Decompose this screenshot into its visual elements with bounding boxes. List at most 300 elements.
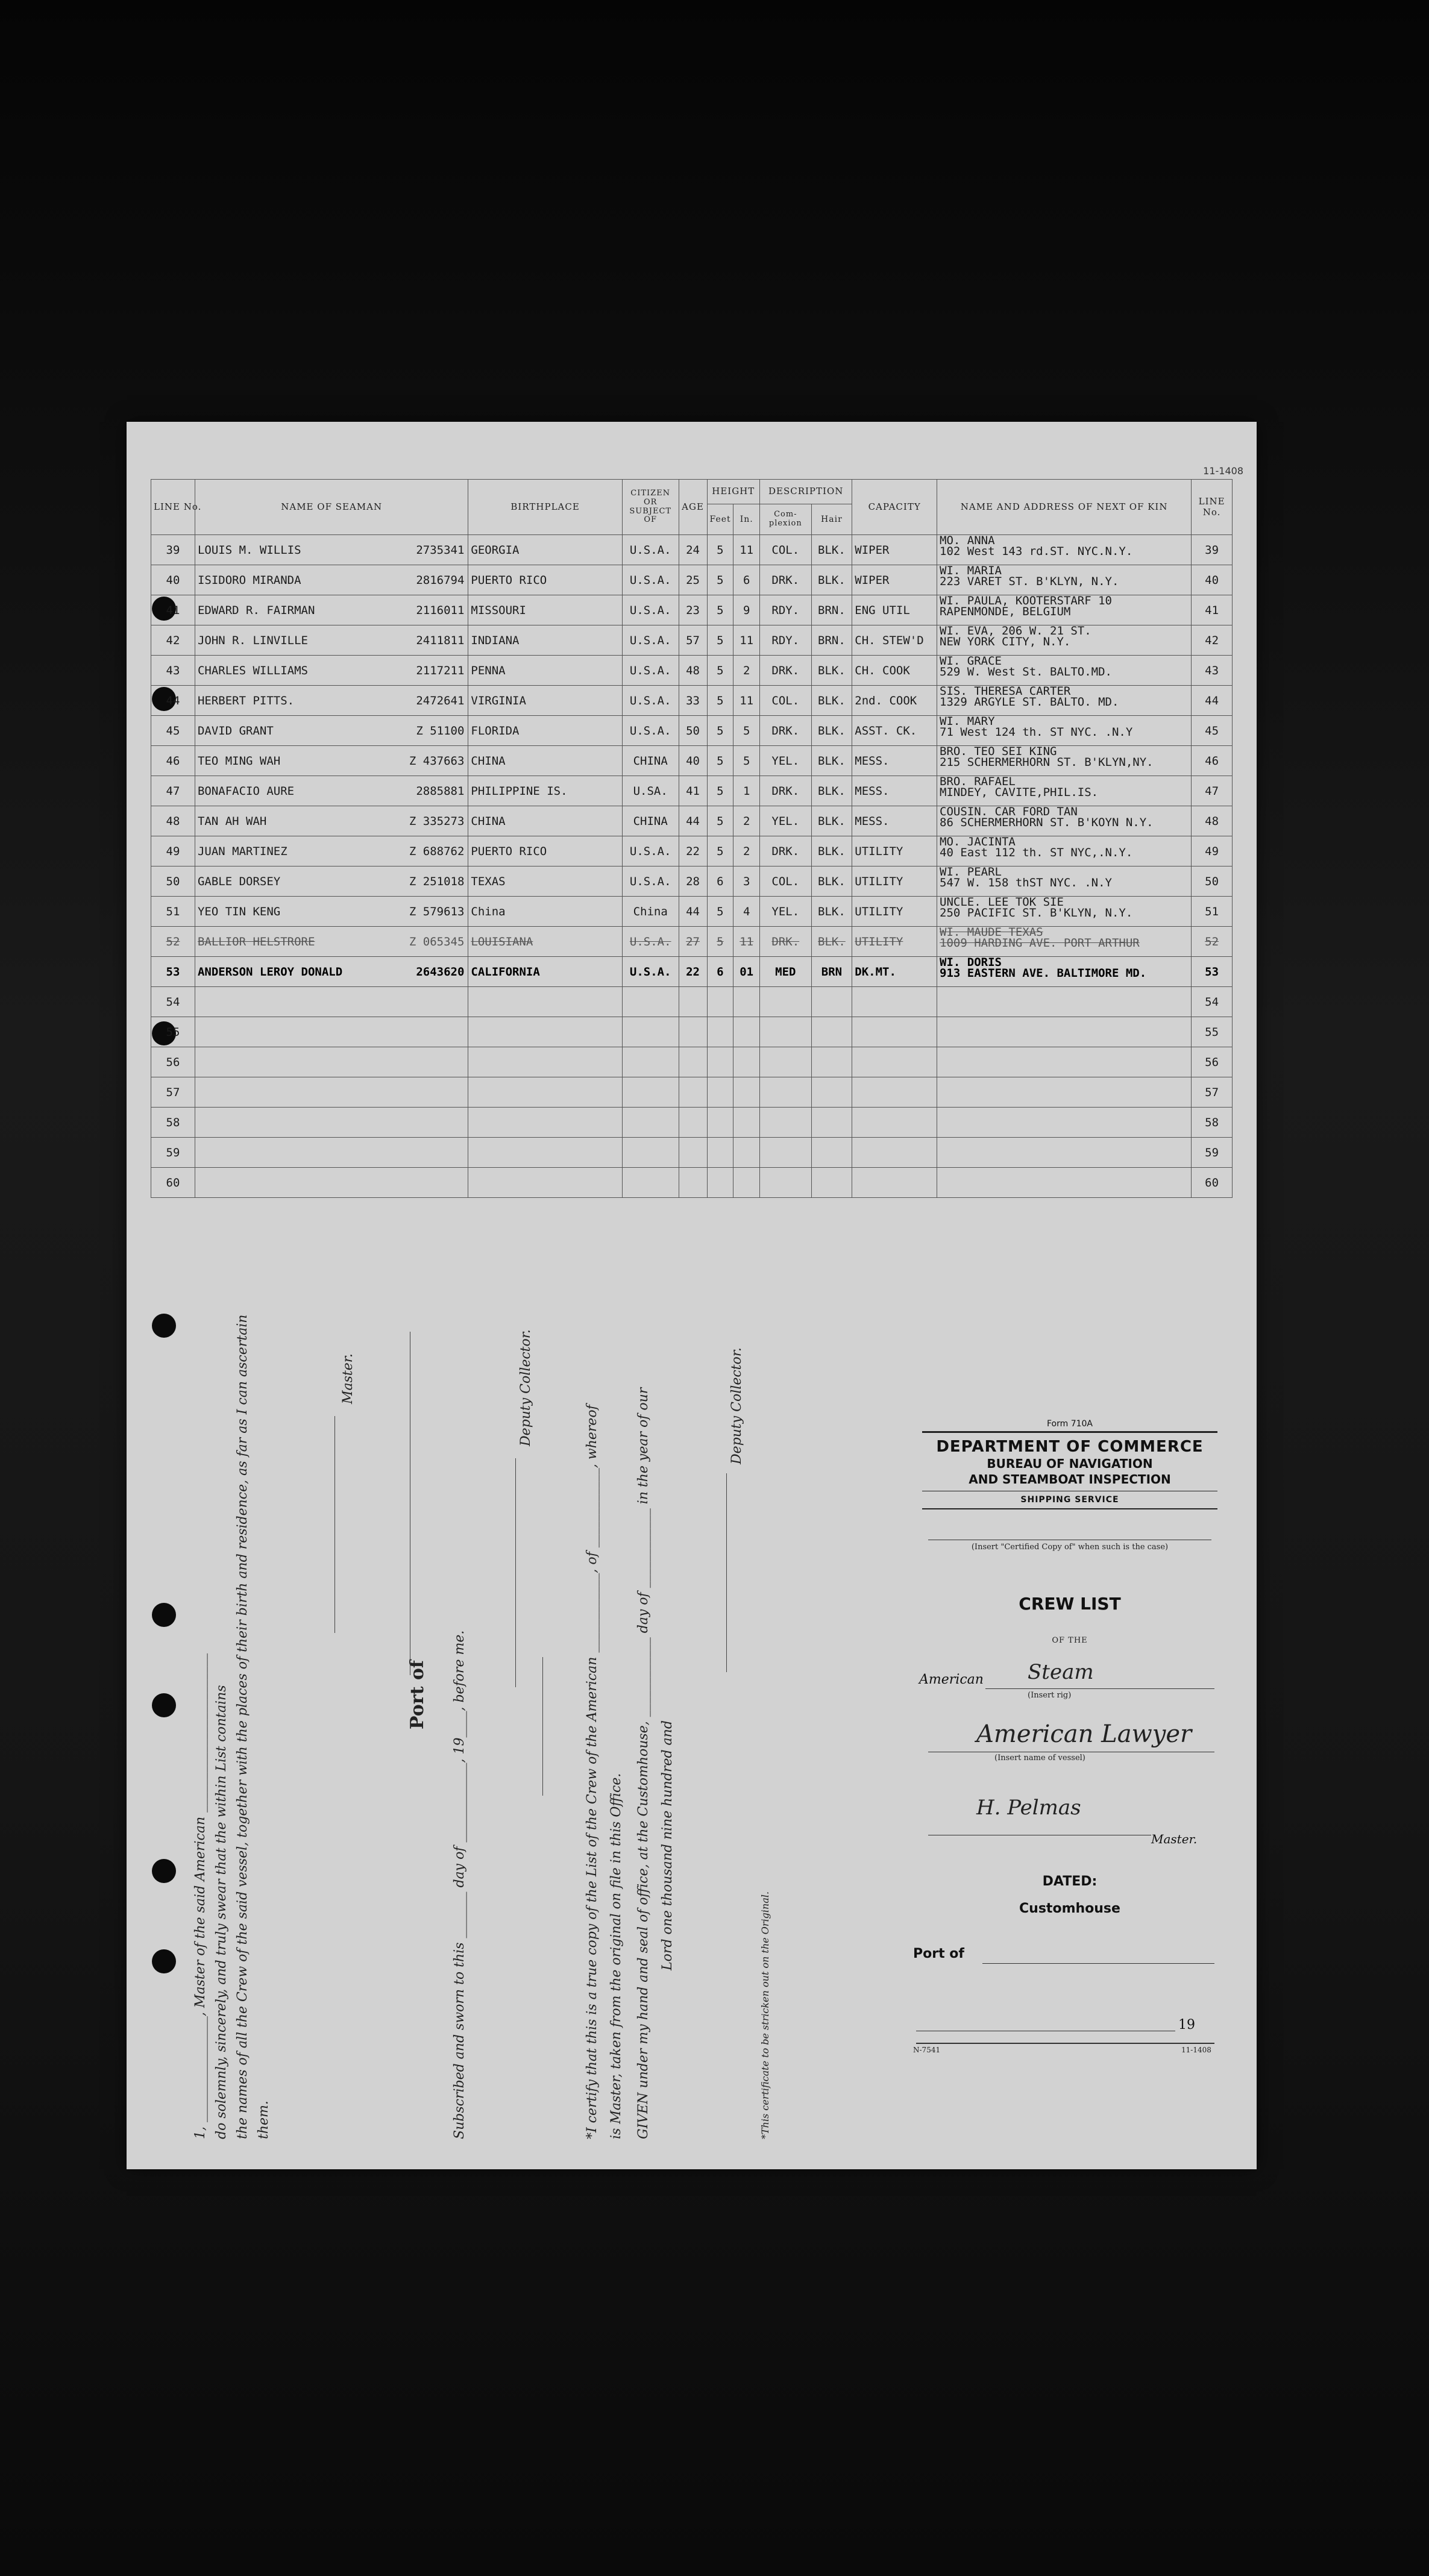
citizenship: China (622, 897, 679, 927)
next-of-kin (937, 535, 1192, 565)
crew-table (151, 479, 1233, 1198)
col-name: NAME OF SEAMAN (195, 480, 468, 535)
citizenship (622, 1108, 679, 1138)
capacity (852, 1138, 937, 1168)
table-row (151, 1138, 1233, 1168)
seaman-name (195, 686, 468, 716)
capacity: UTILITY (852, 897, 937, 927)
next-of-kin-name: SIS. THERESA CARTER (940, 685, 1071, 698)
line-number-right: 44 (1192, 686, 1233, 716)
shipping-service: SHIPPING SERVICE (1020, 1495, 1119, 1505)
capacity: MESS. (852, 746, 937, 776)
seaman-name (195, 987, 468, 1017)
table-row (151, 1168, 1233, 1198)
subscribed-line: Subscribed and sworn to this _______ day of ____________, 19____, before me. (452, 1630, 467, 2139)
certificate-number: Z 688762 (409, 844, 465, 858)
hair (811, 987, 852, 1017)
header-row-1 (151, 480, 1233, 504)
seaman-name (195, 656, 468, 686)
line-number: 46 (151, 746, 195, 776)
line-number: 54 (151, 987, 195, 1017)
deputy-collector-1: Deputy Collector. (518, 1329, 533, 1446)
complexion (760, 1108, 811, 1138)
given-line: GIVEN under my hand and seal of office, at the Customhouse, ____________ day of ____________ in the year of our (636, 1387, 651, 2139)
birthplace: MISSOURI (468, 595, 622, 625)
line-number: 40 (151, 565, 195, 595)
hair: BLK. (811, 686, 852, 716)
next-of-kin (937, 1138, 1192, 1168)
citizenship: U.S.A. (622, 656, 679, 686)
seaman-name (195, 1168, 468, 1198)
age (679, 1017, 707, 1047)
seaman-name-text: BALLIOR HELSTRORE (197, 935, 315, 948)
height-feet: 5 (707, 595, 733, 625)
citizenship: U.S.A. (622, 716, 679, 746)
seaman-name-text: HERBERT PITTS. (197, 694, 295, 707)
capacity (852, 987, 937, 1017)
next-of-kin-name: WI. DORIS (940, 956, 1002, 969)
seaman-name-text: BONAFACIO AURE (197, 784, 295, 798)
master-label: Master. (341, 1353, 356, 1404)
age (679, 1108, 707, 1138)
line-number-right: 52 (1192, 927, 1233, 957)
seaman-name (195, 565, 468, 595)
birthplace: LOUISIANA (468, 927, 622, 957)
citizenship: U.S.A. (622, 686, 679, 716)
age: 40 (679, 746, 707, 776)
height-inches: 5 (733, 716, 760, 746)
line-number: 58 (151, 1108, 195, 1138)
col-line-no: LINE No. (151, 480, 195, 535)
line-number-right: 40 (1192, 565, 1233, 595)
next-of-kin (937, 806, 1192, 836)
seaman-name-text: JUAN MARTINEZ (197, 844, 287, 858)
next-of-kin-address: 913 EASTERN AVE. BALTIMORE MD. (940, 967, 1147, 980)
height-feet: 5 (707, 716, 733, 746)
col-next-of-kin: NAME AND ADDRESS OF NEXT OF KIN (937, 480, 1192, 535)
complexion: COL. (760, 535, 811, 565)
next-of-kin (937, 927, 1192, 957)
certificate-number: Z 335273 (409, 814, 465, 828)
citizenship: CHINA (622, 746, 679, 776)
birthplace (468, 1077, 622, 1108)
complexion (760, 1168, 811, 1198)
age: 44 (679, 897, 707, 927)
table-row (151, 656, 1233, 686)
seaman-name-text: CHARLES WILLIAMS (197, 663, 308, 677)
oath-line-3: the names of all the Crew of the said vessel, together with the places of their birth and residence, as far as I can ascertain (235, 1314, 250, 2139)
height-inches (733, 1077, 760, 1108)
line-number: 39 (151, 535, 195, 565)
deputy-line-1 (515, 1458, 516, 1687)
next-of-kin-address: 250 PACIFIC ST. B'KLYN, N.Y. (940, 906, 1133, 920)
citizenship: CHINA (622, 806, 679, 836)
capacity: WIPER (852, 535, 937, 565)
code-left: N-7541 (913, 2046, 941, 2054)
height-feet (707, 1077, 733, 1108)
height-inches: 11 (733, 927, 760, 957)
seaman-name-text: TAN AH WAH (197, 814, 267, 828)
col-feet: Feet (707, 504, 733, 535)
capacity (852, 1077, 937, 1108)
age: 28 (679, 867, 707, 897)
binder-hole (152, 1693, 176, 1717)
line-number-right: 46 (1192, 746, 1233, 776)
certificate-number: 2735341 (416, 543, 465, 557)
citizenship (622, 1047, 679, 1077)
next-of-kin (937, 957, 1192, 987)
rule (922, 1508, 1217, 1509)
certify-line: *I certify that this is a true copy of the List of the Crew of the American ____________, of ____________, whereof (585, 1405, 600, 2139)
citizenship: U.S.A. (622, 836, 679, 867)
next-of-kin (937, 867, 1192, 897)
table-row (151, 927, 1233, 957)
next-of-kin (937, 836, 1192, 867)
col-hair: Hair (811, 504, 852, 535)
col-citizen: CITIZEN OR SUBJECT OF (622, 480, 679, 535)
hair: BLK. (811, 836, 852, 867)
height-feet: 5 (707, 836, 733, 867)
hair (811, 1047, 852, 1077)
signature-line (334, 1416, 335, 1633)
height-inches (733, 1168, 760, 1198)
line-number-right: 58 (1192, 1108, 1233, 1138)
seaman-name (195, 1077, 468, 1108)
height-feet (707, 1168, 733, 1198)
height-feet: 5 (707, 656, 733, 686)
citizenship: U.S.A. (622, 867, 679, 897)
table-row (151, 1047, 1233, 1077)
next-of-kin-address: 1329 ARGYLE ST. BALTO. MD. (940, 695, 1119, 709)
complexion: COL. (760, 867, 811, 897)
citizenship (622, 1017, 679, 1047)
age: 23 (679, 595, 707, 625)
height-inches (733, 1047, 760, 1077)
age: 24 (679, 535, 707, 565)
age: 22 (679, 836, 707, 867)
certificate-number: 2411811 (416, 633, 465, 647)
next-of-kin (937, 565, 1192, 595)
citizenship (622, 1168, 679, 1198)
citizenship (622, 1138, 679, 1168)
next-of-kin-address: 71 West 124 th. ST NYC. .N.Y (940, 725, 1133, 739)
line-number: 59 (151, 1138, 195, 1168)
seaman-name (195, 1108, 468, 1138)
line-number-right: 47 (1192, 776, 1233, 806)
seaman-name-text: JOHN R. LINVILLE (197, 633, 308, 647)
seaman-name (195, 867, 468, 897)
line-number: 50 (151, 867, 195, 897)
height-feet (707, 1017, 733, 1047)
capacity: ENG UTIL (852, 595, 937, 625)
next-of-kin (937, 776, 1192, 806)
year-19: 19 (1178, 2017, 1195, 2032)
hair: BLK. (811, 656, 852, 686)
line-number: 57 (151, 1077, 195, 1108)
certificate-number: Z 251018 (409, 874, 465, 888)
insert-vessel-note: (Insert name of vessel) (994, 1753, 1085, 1763)
age: 33 (679, 686, 707, 716)
next-of-kin (937, 987, 1192, 1017)
line-number-right: 57 (1192, 1077, 1233, 1108)
next-of-kin-name: WI. MARY (940, 715, 995, 728)
complexion: YEL. (760, 746, 811, 776)
birthplace: PHILIPPINE IS. (468, 776, 622, 806)
table-row (151, 776, 1233, 806)
of-the-label: OF THE (1052, 1636, 1088, 1645)
next-of-kin-name: COUSIN. CAR FORD TAN (940, 805, 1078, 818)
line-number: 44 (151, 686, 195, 716)
birthplace: VIRGINIA (468, 686, 622, 716)
next-of-kin (937, 716, 1192, 746)
seaman-name (195, 625, 468, 656)
line-number: 51 (151, 897, 195, 927)
line-number: 60 (151, 1168, 195, 1198)
next-of-kin-address: 547 W. 158 thST NYC. .N.Y (940, 876, 1112, 889)
next-of-kin-name: WI. PAULA, KOOTERSTARF 10 (940, 594, 1112, 607)
height-inches: 2 (733, 806, 760, 836)
seaman-name (195, 1017, 468, 1047)
height-feet: 6 (707, 957, 733, 987)
capacity: UTILITY (852, 867, 937, 897)
seaman-name (195, 1138, 468, 1168)
table-row (151, 1108, 1233, 1138)
height-inches: 2 (733, 656, 760, 686)
line-number: 47 (151, 776, 195, 806)
line-number: 45 (151, 716, 195, 746)
oath-block (235, 1314, 259, 2139)
complexion (760, 1077, 811, 1108)
hair: BLK. (811, 746, 852, 776)
seaman-name (195, 746, 468, 776)
master-signature: H. Pelmas (976, 1796, 1081, 1820)
line-number-right: 50 (1192, 867, 1233, 897)
port-of-label: Port of (407, 1660, 428, 1729)
american-label: American (919, 1672, 984, 1687)
is-master-line: is Master, taken from the original on file in this Office. (609, 1773, 624, 2139)
seaman-name-text: ANDERSON LEROY DONALD (197, 965, 343, 979)
insert-rig-note: (Insert rig) (1028, 1691, 1072, 1700)
table-row (151, 806, 1233, 836)
line-number-right: 55 (1192, 1017, 1233, 1047)
port-of-label-right: Port of (913, 1946, 964, 1961)
height-feet: 5 (707, 806, 733, 836)
citizenship: U.S.A. (622, 595, 679, 625)
table-row (151, 686, 1233, 716)
crew-list-page (127, 422, 1257, 2169)
table-row (151, 897, 1233, 927)
line-number: 41 (151, 595, 195, 625)
next-of-kin-name: BRO. TEO SEI KING (940, 745, 1057, 758)
line-number: 49 (151, 836, 195, 867)
table-row (151, 1017, 1233, 1047)
rule (922, 1431, 1217, 1433)
line-number-right: 54 (1192, 987, 1233, 1017)
height-feet: 6 (707, 867, 733, 897)
line-number-right: 41 (1192, 595, 1233, 625)
department-header (922, 1419, 1217, 1514)
col-inches: In. (733, 504, 760, 535)
hair: BLK. (811, 776, 852, 806)
capacity: CH. STEW'D (852, 625, 937, 656)
next-of-kin-address: 86 SCHERMERHORN ST. B'KOYN N.Y. (940, 816, 1154, 829)
capacity: WIPER (852, 565, 937, 595)
age (679, 987, 707, 1017)
line-number-right: 49 (1192, 836, 1233, 867)
line-number-right: 48 (1192, 806, 1233, 836)
seaman-name (195, 927, 468, 957)
certificate-number: 2643620 (416, 965, 465, 979)
line-number-right: 42 (1192, 625, 1233, 656)
birthplace: CALIFORNIA (468, 957, 622, 987)
citizenship: U.S.A. (622, 625, 679, 656)
hair: BLK. (811, 716, 852, 746)
height-inches: 3 (733, 867, 760, 897)
height-inches: 11 (733, 625, 760, 656)
oath-block (256, 1332, 280, 2139)
line-number-right: 43 (1192, 656, 1233, 686)
complexion (760, 1017, 811, 1047)
certificate-number: Z 51100 (416, 724, 465, 738)
hair (811, 1077, 852, 1108)
citizenship (622, 1077, 679, 1108)
birthplace (468, 1168, 622, 1198)
age (679, 1138, 707, 1168)
capacity: ASST. CK. (852, 716, 937, 746)
capacity (852, 1108, 937, 1138)
height-inches: 11 (733, 535, 760, 565)
complexion: DRK. (760, 776, 811, 806)
col-line-no-right: LINE No. (1192, 480, 1233, 535)
birthplace: PUERTO RICO (468, 565, 622, 595)
citizenship: U.S.A. (622, 565, 679, 595)
complexion (760, 1047, 811, 1077)
seaman-name (195, 836, 468, 867)
age: 50 (679, 716, 707, 746)
next-of-kin (937, 897, 1192, 927)
col-description: DESCRIPTION (760, 480, 852, 504)
oath-block (214, 1332, 238, 2139)
table-row (151, 716, 1233, 746)
date-underline (916, 2043, 1214, 2044)
form-number: Form 710A (1046, 1419, 1093, 1429)
col-complexion: Com-plexion (760, 504, 811, 535)
col-height: HEIGHT (707, 480, 760, 504)
next-of-kin (937, 746, 1192, 776)
seaman-name (195, 535, 468, 565)
binder-hole (152, 1603, 176, 1627)
height-feet: 5 (707, 776, 733, 806)
lord-line: Lord one thousand nine hundred and (660, 1720, 675, 1970)
birthplace (468, 1138, 622, 1168)
line-number: 52 (151, 927, 195, 957)
next-of-kin (937, 1077, 1192, 1108)
height-inches: 5 (733, 746, 760, 776)
next-of-kin-name: MO. JACINTA (940, 835, 1016, 848)
capacity: CH. COOK (852, 656, 937, 686)
height-feet: 5 (707, 897, 733, 927)
complexion: DRK. (760, 656, 811, 686)
birthplace (468, 1108, 622, 1138)
seaman-name-text: DAVID GRANT (197, 724, 274, 738)
certificate-number: Z 579613 (409, 904, 465, 918)
seaman-name (195, 806, 468, 836)
complexion: YEL. (760, 897, 811, 927)
age: 44 (679, 806, 707, 836)
binder-hole (152, 1314, 176, 1338)
seaman-name (195, 716, 468, 746)
crew-body (151, 535, 1233, 1198)
height-feet: 5 (707, 565, 733, 595)
birthplace: INDIANA (468, 625, 622, 656)
complexion: RDY. (760, 625, 811, 656)
height-inches (733, 987, 760, 1017)
birthplace (468, 987, 622, 1017)
vessel-name-value: American Lawyer (976, 1720, 1192, 1748)
next-of-kin-address: 40 East 112 th. ST NYC,.N.Y. (940, 846, 1133, 859)
port-line-right (982, 1963, 1214, 1964)
line-number: 43 (151, 656, 195, 686)
next-of-kin (937, 595, 1192, 625)
hair: BLK. (811, 565, 852, 595)
capacity: MESS. (852, 776, 937, 806)
next-of-kin-address: NEW YORK CITY, N.Y. (940, 635, 1071, 648)
col-age: AGE (679, 480, 707, 535)
next-of-kin (937, 1047, 1192, 1077)
complexion (760, 987, 811, 1017)
height-inches (733, 1138, 760, 1168)
certificate-number: Z 065345 (409, 935, 465, 948)
complexion: DRK. (760, 927, 811, 957)
line-number-right: 59 (1192, 1138, 1233, 1168)
capacity: MESS. (852, 806, 937, 836)
hair (811, 1168, 852, 1198)
certificate-number: 2117211 (416, 663, 465, 677)
certificate-number: Z 437663 (409, 754, 465, 768)
hair: BRN. (811, 625, 852, 656)
table-row (151, 595, 1233, 625)
oath-line-2: do solemnly, sincerely, and truly swear that the within List contains (214, 1685, 229, 2139)
next-of-kin-address: 223 VARET ST. B'KLYN, N.Y. (940, 575, 1119, 588)
oath-block (193, 1332, 217, 2139)
certificate-number: 2472641 (416, 694, 465, 707)
hair (811, 1108, 852, 1138)
oath-line-4: them. (256, 2101, 271, 2139)
seaman-name (195, 957, 468, 987)
capacity (852, 1168, 937, 1198)
complexion: COL. (760, 686, 811, 716)
divider-line (542, 1657, 543, 1796)
age (679, 1168, 707, 1198)
height-feet (707, 987, 733, 1017)
seaman-name-text: TEO MING WAH (197, 754, 281, 768)
seaman-name-text: LOUIS M. WILLIS (197, 543, 301, 557)
next-of-kin (937, 1108, 1192, 1138)
line-number-right: 56 (1192, 1047, 1233, 1077)
next-of-kin-address: MINDEY, CAVITE,PHIL.IS. (940, 786, 1099, 799)
height-feet: 5 (707, 686, 733, 716)
capacity (852, 1047, 937, 1077)
birthplace: CHINA (468, 746, 622, 776)
citizenship: U.S.A. (622, 957, 679, 987)
citizenship: U.SA. (622, 776, 679, 806)
line-number: 56 (151, 1047, 195, 1077)
next-of-kin-name: BRO. RAFAEL (940, 775, 1016, 788)
hair: BRN (811, 957, 852, 987)
table-row (151, 836, 1233, 867)
line-number-right: 45 (1192, 716, 1233, 746)
capacity (852, 1017, 937, 1047)
